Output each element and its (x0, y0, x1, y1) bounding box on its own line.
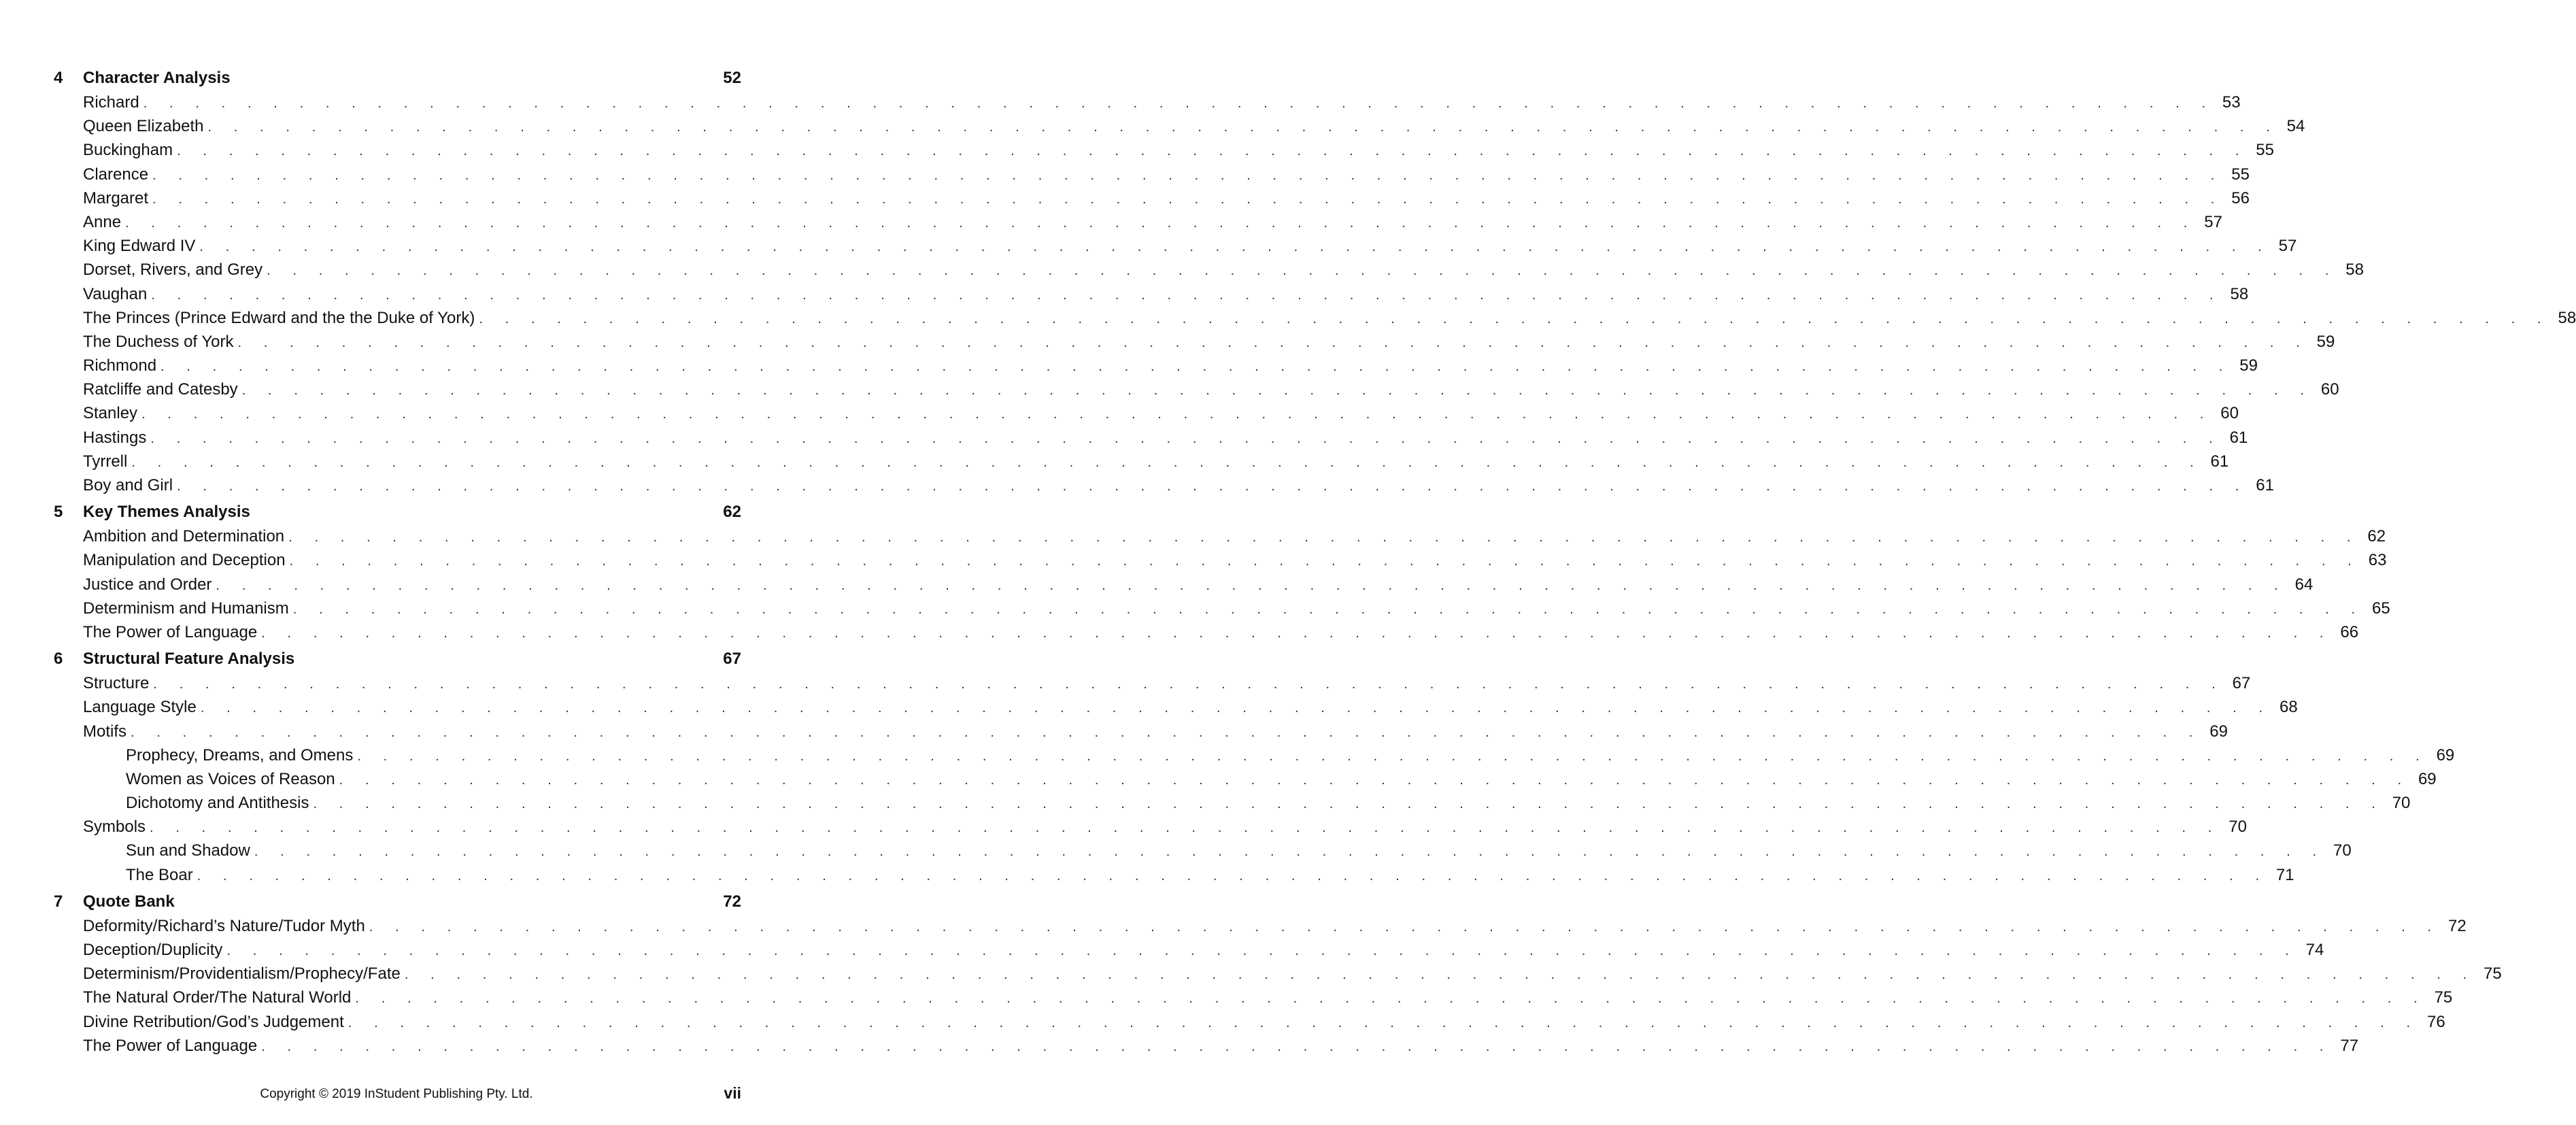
entry-label: The Power of Language (83, 1036, 258, 1055)
dot-leader: . . . . . . . . . . . . . . . . . . . . . . . . . . . . . . . . . . . . . . . . . . . . . . . . . . . . . . . . . . . . . . . . . . . . . . . . . . . . . . . . (357, 748, 2429, 764)
toc-entry (0, 426, 2248, 450)
dot-leader: . . . . . . . . . . . . . . . . . . . . . . . . . . . . . . . . . . . . . . . . . . . . . . . . . . . . . . . . . . . . . . . . . . . . . . . . . . . . . . . . (479, 311, 2551, 326)
entry-page-number: 57 (2204, 212, 2222, 231)
entry-label: The Princes (Prince Edward and the the Duke of York) (83, 308, 475, 327)
toc-entry (0, 306, 2576, 330)
toc-entry (0, 401, 2239, 425)
entry-page-number: 58 (2230, 284, 2249, 303)
entry-label: Dorset, Rivers, and Grey (83, 261, 263, 280)
page-footer (0, 1081, 793, 1109)
entry-page-number: 68 (2280, 698, 2298, 717)
dot-leader: . . . . . . . . . . . . . . . . . . . . . . . . . . . . . . . . . . . . . . . . . . . . . . . . . . . . . . . . . . . . . . . . . . . . . . . . . . . . . . . . (261, 625, 2333, 641)
dot-leader: . . . . . . . . . . . . . . . . . . . . . . . . . . . . . . . . . . . . . . . . . . . . . . . . . . . . . . . . . . . . . . . . . . . . . . . . . . . . . . . . (152, 167, 2224, 183)
dot-leader: . . . . . . . . . . . . . . . . . . . . . . . . . . . . . . . . . . . . . . . . . . . . . . . . . . . . . . . . . . . . . . . . . . . . . . . . . . . . . . . . (197, 868, 2269, 884)
toc-entry (0, 524, 2386, 548)
dot-leader: . . . . . . . . . . . . . . . . . . . . . . . . . . . . . . . . . . . . . . . . . . . . . . . . . . . . . . . . . . . . . . . . . . . . . . . . . . . . . . . . (177, 479, 2248, 494)
dot-leader: . . . . . . . . . . . . . . . . . . . . . . . . . . . . . . . . . . . . . . . . . . . . . . . . . . . . . . . . . . . . . . . . . . . . . . . . . . . . . . . . (261, 1039, 2333, 1054)
entry-page-number: 58 (2558, 308, 2576, 327)
entry-page-number: 59 (2239, 356, 2258, 375)
entry-label: Women as Voices of Reason (126, 769, 335, 788)
toc-entry (0, 473, 2274, 497)
dot-leader: . . . . . . . . . . . . . . . . . . . . . . . . . . . . . . . . . . . . . . . . . . . . . . . . . . . . . . . . . . . . . . . . . . . . . . . . . . . . . . . . (348, 1015, 2420, 1030)
toc-entry (0, 354, 2258, 377)
entry-page-number: 72 (2448, 916, 2467, 935)
dot-leader: . . . . . . . . . . . . . . . . . . . . . . . . . . . . . . . . . . . . . . . . . . . . . . . . . . . . . . . . . . . . . . . . . . . . . . . . . . . . . . . . (150, 820, 2221, 836)
entry-label: Ratcliffe and Catesby (83, 380, 238, 399)
toc-entry (0, 377, 2339, 401)
entry-label: Stanley (83, 404, 138, 423)
dot-leader: . . . . . . . . . . . . . . . . . . . . . . . . . . . . . . . . . . . . . . . . . . . . . . . . . . . . . . . . . . . . . . . . . . . . . . . . . . . . . . . . (125, 215, 2197, 231)
entry-label: Anne (83, 212, 122, 231)
dot-leader: . . . . . . . . . . . . . . . . . . . . . . . . . . . . . . . . . . . . . . . . . . . . . . . . . . . . . . . . . . . . . . . . . . . . . . . . . . . . . . . . (267, 263, 2338, 279)
toc-entry (0, 138, 2274, 162)
entry-page-number: 61 (2210, 452, 2229, 471)
entry-label: Hastings (83, 428, 147, 447)
entry-page-number: 69 (2209, 722, 2228, 741)
dot-leader: . . . . . . . . . . . . . . . . . . . . . . . . . . . . . . . . . . . . . . . . . . . . . . . . . . . . . . . . . . . . . . . . . . . . . . . . . . . . . . . . (150, 431, 2222, 446)
dot-leader: . . . . . . . . . . . . . . . . . . . . . . . . . . . . . . . . . . . . . . . . . . . . . . . . . . . . . . . . . . . . . . . . . . . . . . . . . . . . . . . . (241, 383, 2314, 399)
entry-label: Buckingham (83, 141, 173, 160)
entry-label: Ambition and Determination (83, 527, 285, 546)
toc-entry (0, 450, 2229, 473)
entry-page-number: 75 (2434, 988, 2453, 1007)
dot-leader: . . . . . . . . . . . . . . . . . . . . . . . . . . . . . . . . . . . . . . . . . . . . . . . . . . . . . . . . . . . . . . . . . . . . . . . . . . . . . . . . (131, 454, 2203, 470)
dot-leader: . . . . . . . . . . . . . . . . . . . . . . . . . . . . . . . . . . . . . . . . . . . . . . . . . . . . . . . . . . . . . . . . . . . . . . . . . . . . . . . . (339, 772, 2411, 788)
toc-entry (0, 671, 2251, 695)
section-title: Character Analysis (83, 69, 231, 87)
entry-label: Vaughan (83, 284, 148, 303)
dot-leader: . . . . . . . . . . . . . . . . . . . . . . . . . . . . . . . . . . . . . . . . . . . . . . . . . . . . . . . . . . . . . . . . . . . . . . . . . . . . . . . . (216, 577, 2288, 593)
entry-page-number: 63 (2368, 551, 2387, 570)
entry-label: The Duchess of York (83, 332, 234, 351)
toc-entry (0, 938, 2324, 962)
entry-page-number: 76 (2426, 1012, 2445, 1031)
section-page-number: 67 (723, 650, 741, 669)
entry-page-number: 75 (2484, 964, 2502, 984)
toc-entry (0, 620, 2359, 644)
dot-leader: . . . . . . . . . . . . . . . . . . . . . . . . . . . . . . . . . . . . . . . . . . . . . . . . . . . . . . . . . . . . . . . . . . . . . . . . . . . . . . . . (177, 144, 2248, 159)
entry-page-number: 60 (2220, 404, 2239, 423)
entry-page-number: 70 (2333, 841, 2352, 860)
dot-leader: . . . . . . . . . . . . . . . . . . . . . . . . . . . . . . . . . . . . . . . . . . . . . . . . . . . . . . . . . . . . . . . . . . . . . . . . . . . . . . . . (143, 96, 2215, 111)
entry-page-number: 70 (2392, 794, 2411, 813)
entry-page-number: 69 (2418, 769, 2437, 788)
entry-page-number: 54 (2286, 117, 2305, 136)
entry-label: The Power of Language (83, 622, 258, 641)
dot-leader: . . . . . . . . . . . . . . . . . . . . . . . . . . . . . . . . . . . . . . . . . . . . . . . . . . . . . . . . . . . . . . . . . . . . . . . . . . . . . . . . (313, 796, 2385, 812)
section-page-number: 62 (723, 503, 741, 522)
toc-entry (0, 90, 2241, 114)
entry-label: Prophecy, Dreams, and Omens (126, 745, 354, 765)
entry-label: Justice and Order (83, 575, 212, 594)
toc-entry (0, 163, 2250, 186)
dot-leader: . . . . . . . . . . . . . . . . . . . . . . . . . . . . . . . . . . . . . . . . . . . . . . . . . . . . . . . . . . . . . . . . . . . . . . . . . . . . . . . . (207, 120, 2280, 135)
toc-subentry (0, 791, 2411, 815)
entry-page-number: 67 (2232, 674, 2251, 693)
entry-page-number: 59 (2316, 332, 2335, 351)
entry-label: Tyrrell (83, 452, 128, 471)
entry-page-number: 77 (2340, 1036, 2359, 1055)
section-title: Key Themes Analysis (83, 503, 250, 522)
entry-page-number: 58 (2345, 261, 2364, 280)
entry-label: Dichotomy and Antithesis (126, 794, 309, 813)
section-number: 5 (54, 503, 63, 522)
entry-label: Determinism and Humanism (83, 599, 289, 618)
toc-entry (0, 210, 2222, 234)
dot-leader: . . . . . . . . . . . . . . . . . . . . . . . . . . . . . . . . . . . . . . . . . . . . . . . . . . . . . . . . . . . . . . . . . . . . . . . . . . . . . . . . (289, 554, 2361, 569)
toc-entry (0, 548, 2387, 572)
dot-leader: . . . . . . . . . . . . . . . . . . . . . . . . . . . . . . . . . . . . . . . . . . . . . . . . . . . . . . . . . . . . . . . . . . . . . . . . . . . . . . . . (141, 407, 2213, 422)
entry-page-number: 56 (2231, 188, 2250, 207)
entry-page-number: 55 (2231, 165, 2250, 184)
dot-leader: . . . . . . . . . . . . . . . . . . . . . . . . . . . . . . . . . . . . . . . . . . . . . . . . . . . . . . . . . . . . . . . . . . . . . . . . . . . . . . . . (369, 919, 2441, 935)
dot-leader: . . . . . . . . . . . . . . . . . . . . . . . . . . . . . . . . . . . . . . . . . . . . . . . . . . . . . . . . . . . . . . . . . . . . . . . . . . . . . . . . (254, 844, 2326, 860)
toc-subentry (0, 839, 2352, 862)
entry-page-number: 55 (2256, 141, 2274, 160)
toc-entry (0, 234, 2297, 258)
toc-entry (0, 1034, 2359, 1058)
dot-leader: . . . . . . . . . . . . . . . . . . . . . . . . . . . . . . . . . . . . . . . . . . . . . . . . . . . . . . . . . . . . . . . . . . . . . . . . . . . . . . . . (404, 967, 2476, 983)
section-number: 6 (54, 650, 63, 669)
toc-section-heading (0, 66, 793, 90)
entry-label: King Edward IV (83, 237, 196, 256)
page-number: vii (724, 1084, 741, 1102)
entry-page-number: 53 (2222, 93, 2241, 112)
toc-subentry (0, 863, 2294, 887)
entry-page-number: 62 (2367, 527, 2386, 546)
dot-leader: . . . . . . . . . . . . . . . . . . . . . . . . . . . . . . . . . . . . . . . . . . . . . . . . . . . . . . . . . . . . . . . . . . . . . . . . . . . . . . . . (200, 701, 2272, 716)
dot-leader: . . . . . . . . . . . . . . . . . . . . . . . . . . . . . . . . . . . . . . . . . . . . . . . . . . . . . . . . . . . . . . . . . . . . . . . . . . . . . . . . (131, 724, 2202, 740)
entry-label: Deformity/Richard’s Nature/Tudor Myth (83, 916, 365, 935)
entry-page-number: 69 (2436, 745, 2455, 765)
entry-label: Language Style (83, 698, 197, 717)
entry-label: Manipulation and Deception (83, 551, 286, 570)
entry-label: Queen Elizabeth (83, 117, 204, 136)
entry-label: The Boar (126, 865, 193, 884)
entry-label: Richmond (83, 356, 157, 375)
dot-leader: . . . . . . . . . . . . . . . . . . . . . . . . . . . . . . . . . . . . . . . . . . . . . . . . . . . . . . . . . . . . . . . . . . . . . . . . . . . . . . . . (288, 530, 2360, 545)
entry-page-number: 64 (2294, 575, 2314, 594)
entry-label: Divine Retribution/God’s Judgement (83, 1012, 344, 1031)
toc-entry (0, 962, 2502, 986)
dot-leader: . . . . . . . . . . . . . . . . . . . . . . . . . . . . . . . . . . . . . . . . . . . . . . . . . . . . . . . . . . . . . . . . . . . . . . . . . . . . . . . . (237, 335, 2309, 350)
entry-page-number: 57 (2278, 237, 2297, 256)
entry-page-number: 60 (2320, 380, 2339, 399)
dot-leader: . . . . . . . . . . . . . . . . . . . . . . . . . . . . . . . . . . . . . . . . . . . . . . . . . . . . . . . . . . . . . . . . . . . . . . . . . . . . . . . . (199, 239, 2271, 255)
entry-label: Richard (83, 93, 139, 112)
dot-leader: . . . . . . . . . . . . . . . . . . . . . . . . . . . . . . . . . . . . . . . . . . . . . . . . . . . . . . . . . . . . . . . . . . . . . . . . . . . . . . . . (355, 991, 2427, 1007)
dot-leader: . . . . . . . . . . . . . . . . . . . . . . . . . . . . . . . . . . . . . . . . . . . . . . . . . . . . . . . . . . . . . . . . . . . . . . . . . . . . . . . . (160, 359, 2232, 375)
toc-entry (0, 815, 2247, 839)
dot-leader: . . . . . . . . . . . . . . . . . . . . . . . . . . . . . . . . . . . . . . . . . . . . . . . . . . . . . . . . . . . . . . . . . . . . . . . . . . . . . . . . (226, 943, 2299, 958)
entry-label: The Natural Order/The Natural World (83, 988, 352, 1007)
entry-label: Sun and Shadow (126, 841, 250, 860)
section-page-number: 72 (723, 892, 741, 911)
toc-subentry (0, 743, 2455, 767)
toc-subentry (0, 767, 2437, 791)
entry-label: Symbols (83, 818, 146, 837)
copyright-notice: Copyright © 2019 InStudent Publishing Pty. Ltd. (260, 1087, 533, 1101)
dot-leader: . . . . . . . . . . . . . . . . . . . . . . . . . . . . . . . . . . . . . . . . . . . . . . . . . . . . . . . . . . . . . . . . . . . . . . . . . . . . . . . . (152, 191, 2224, 207)
toc-entry (0, 986, 2453, 1009)
toc-entry (0, 258, 2364, 282)
section-page-number: 52 (723, 69, 741, 87)
toc-section-heading (0, 647, 793, 671)
entry-label: Margaret (83, 188, 149, 207)
section-number: 7 (54, 892, 63, 911)
entry-page-number: 61 (2256, 476, 2274, 494)
toc-entry (0, 186, 2250, 210)
entry-label: Deception/Duplicity (83, 941, 223, 959)
section-number: 4 (54, 69, 63, 87)
toc-entry (0, 114, 2305, 138)
entry-label: Determinism/Providentialism/Prophecy/Fate (83, 964, 401, 984)
entry-label: Motifs (83, 722, 127, 741)
toc-entry (0, 1010, 2445, 1034)
toc-entry (0, 573, 2314, 597)
table-of-contents (0, 66, 2576, 1058)
entry-page-number: 66 (2340, 622, 2359, 641)
dot-leader: . . . . . . . . . . . . . . . . . . . . . . . . . . . . . . . . . . . . . . . . . . . . . . . . . . . . . . . . . . . . . . . . . . . . . . . . . . . . . . . . (151, 287, 2223, 303)
entry-page-number: 74 (2305, 941, 2324, 959)
toc-entry (0, 720, 2228, 743)
entry-label: Structure (83, 674, 150, 693)
dot-leader: . . . . . . . . . . . . . . . . . . . . . . . . . . . . . . . . . . . . . . . . . . . . . . . . . . . . . . . . . . . . . . . . . . . . . . . . . . . . . . . . (153, 677, 2225, 692)
entry-label: Clarence (83, 165, 149, 184)
toc-section-heading (0, 890, 793, 914)
entry-page-number: 65 (2371, 599, 2390, 618)
entry-page-number: 70 (2228, 818, 2247, 837)
dot-leader: . . . . . . . . . . . . . . . . . . . . . . . . . . . . . . . . . . . . . . . . . . . . . . . . . . . . . . . . . . . . . . . . . . . . . . . . . . . . . . . . (292, 601, 2365, 617)
entry-page-number: 61 (2229, 428, 2248, 447)
entry-page-number: 71 (2275, 865, 2294, 884)
toc-entry (0, 330, 2335, 354)
toc-section-heading (0, 500, 793, 524)
section-title: Quote Bank (83, 892, 175, 911)
toc-entry (0, 914, 2467, 938)
entry-label: Boy and Girl (83, 476, 173, 494)
section-title: Structural Feature Analysis (83, 650, 295, 669)
toc-entry (0, 695, 2298, 719)
toc-entry (0, 597, 2390, 620)
toc-entry (0, 282, 2249, 306)
